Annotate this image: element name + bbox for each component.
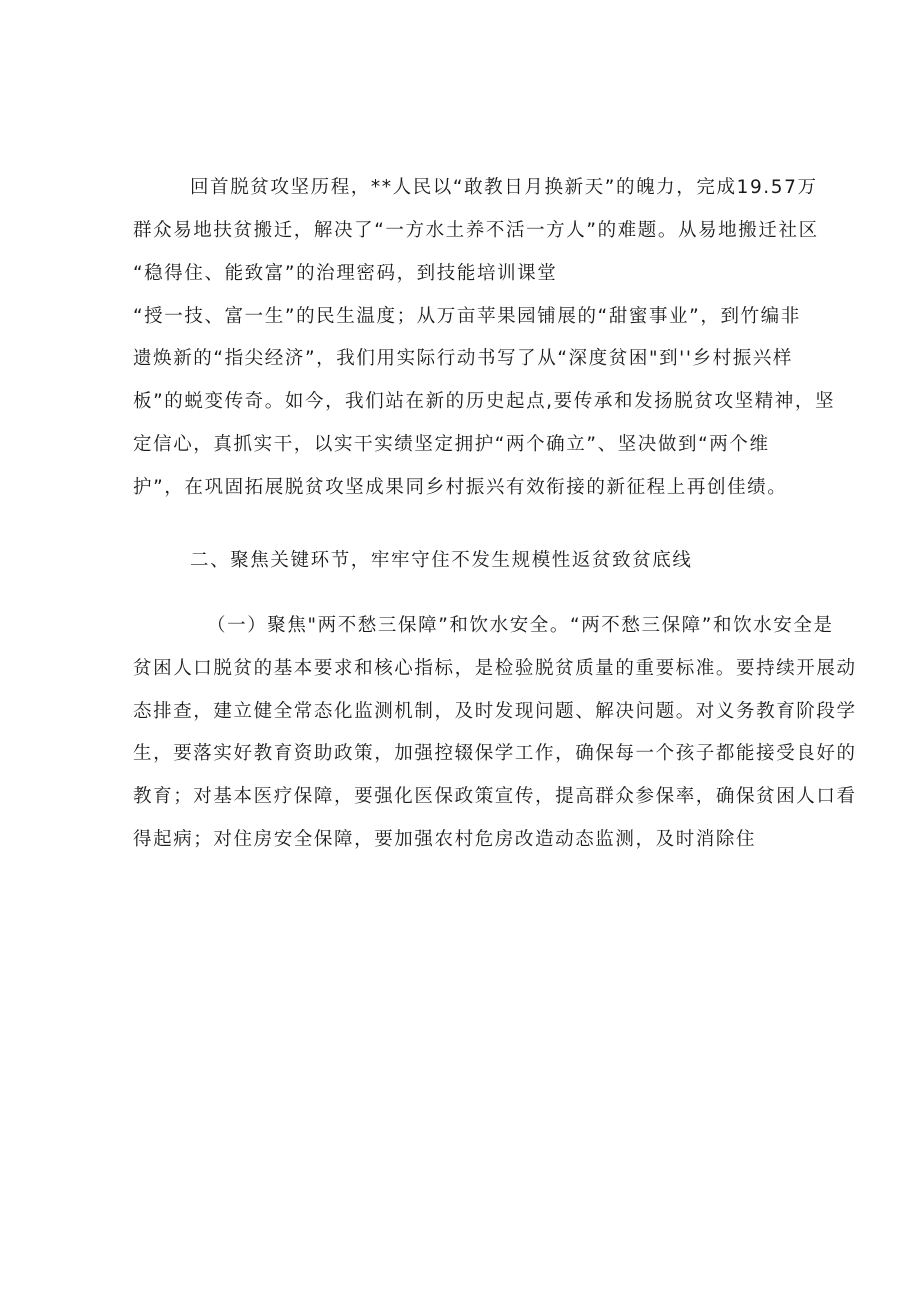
paragraph-line: （一）聚焦"两不愁三保障”和饮水安全。“两不愁三保障”和饮水安全是 xyxy=(207,615,834,636)
paragraph-line: 护”，在巩固拓展脱贫攻坚成果同乡村振兴有效衔接的新征程上再创佳绩。 xyxy=(133,477,788,498)
paragraph-line: 群众易地扶贫搬迁，解决了“一方水土养不活一方人”的难题。从易地搬迁社区 xyxy=(133,220,819,241)
paragraph-line: 生，要落实好教育资助政策，加强控辍保学工作，确保每一个孩子都能接受良好的 xyxy=(133,743,857,764)
paragraph-line: 回首脱贫攻坚历程，**人民以“敢教日月换新天”的魄力，完成19.57万 xyxy=(190,177,818,198)
paragraph-line: 态排查，建立健全常态化监测机制，及时发现问题、解决问题。对义务教育阶段学 xyxy=(133,701,857,722)
paragraph-line: 定信心，真抓实干，以实干实绩坚定拥护“两个确立”、坚决做到“两个维 xyxy=(133,434,770,455)
paragraph-line: “授一技、富一生”的民生温度；从万亩苹果园铺展的“甜蜜事业”，到竹编非 xyxy=(133,306,801,327)
paragraph-line: 板”的蜕变传奇。如今，我们站在新的历史起点,要传承和发扬脱贫攻坚精神，坚 xyxy=(133,391,836,412)
section-heading: 二、聚焦关键环节，牢牢守住不发生规模性返贫致贫底线 xyxy=(190,550,693,571)
paragraph-line: 教育；对基本医疗保障，要强化医保政策宣传，提高群众参保率，确保贫困人口看 xyxy=(133,786,857,807)
paragraph-line: 得起病；对住房安全保障，要加强农村危房改造动态监测，及时消除住 xyxy=(133,829,757,850)
paragraph-line: “稳得住、能致富”的治理密码，到技能培训课堂 xyxy=(133,263,558,284)
paragraph-line: 遗焕新的“指尖经济”，我们用实际行动书写了从“深度贫困"到''乡村振兴样 xyxy=(133,348,794,369)
paragraph-line: 贫困人口脱贫的基本要求和核心指标，是检验脱贫质量的重要标准。要持续开展动 xyxy=(133,658,857,679)
